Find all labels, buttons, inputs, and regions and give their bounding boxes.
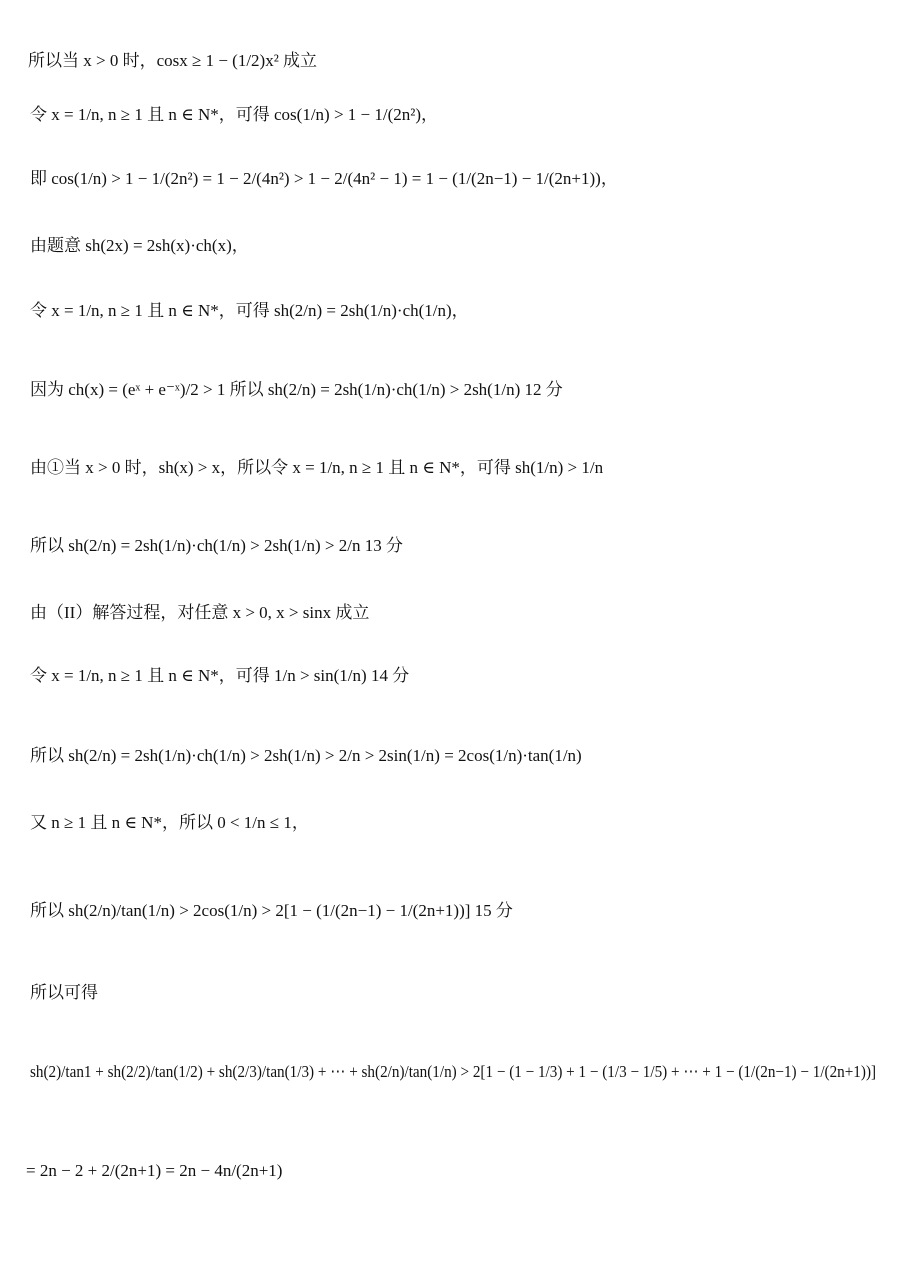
line-cos-chain: 即 cos(1/n) > 1 − 1/(2n²) = 1 − 2/(4n²) > 1 − 2/(4n² − 1) = 1 − (1/(2n−1) − 1/(2n+1))， (30, 169, 618, 188)
line-sum-inequality: sh(2)/tan1 + sh(2/2)/tan(1/2) + sh(2/3)/tan(1/3) + ⋯ + sh(2/n)/tan(1/n) > 2[1 − (1 − 1/3) + 1 − (1/3 − 1/5) + ⋯ + 1 − (1/(2n−1) − 1/(2n+1))] (30, 1062, 877, 1081)
line-ch-greater-than-one: 因为 ch(x) = (eˣ + e⁻ˣ)/2 > 1 所以 sh(2/n) = 2sh(1/n)·ch(1/n) > 2sh(1/n) 12 分 (30, 380, 563, 399)
line-substitute-cos: 令 x = 1/n, n ≥ 1 且 n ∈ N*，可得 cos(1/n) > 1 − 1/(2n²)， (30, 105, 439, 124)
line-ratio-inequality: 所以 sh(2/n)/tan(1/n) > 2cos(1/n) > 2[1 − (1/(2n−1) − 1/(2n+1))] 15 分 (30, 901, 513, 920)
line-therefore: 所以可得 (30, 983, 98, 1002)
line-sh-tan-chain: 所以 sh(2/n) = 2sh(1/n)·ch(1/n) > 2sh(1/n) > 2/n > 2sin(1/n) = 2cos(1/n)·tan(1/n) (30, 746, 582, 765)
line-sh-chain: 所以 sh(2/n) = 2sh(1/n)·ch(1/n) > 2sh(1/n) > 2/n 13 分 (30, 536, 403, 555)
line-sh-greater-than-x: 由①当 x > 0 时，sh(x) > x，所以令 x = 1/n, n ≥ 1 且 n ∈ N*，可得 sh(1/n) > 1/n (30, 458, 604, 477)
line-substitute-sin: 令 x = 1/n, n ≥ 1 且 n ∈ N*，可得 1/n > sin(1/n) 14 分 (30, 666, 410, 685)
line-substitute-sh: 令 x = 1/n, n ≥ 1 且 n ∈ N*，可得 sh(2/n) = 2sh(1/n)·ch(1/n)， (30, 301, 469, 320)
line-final-result: = 2n − 2 + 2/(2n+1) = 2n − 4n/(2n+1) (26, 1161, 283, 1180)
line-part-ii: 由（II）解答过程，对任意 x > 0, x > sinx 成立 (30, 603, 370, 622)
line-sh-double-angle: 由题意 sh(2x) = 2sh(x)·ch(x)， (30, 236, 249, 255)
line-range-of-reciprocal: 又 n ≥ 1 且 n ∈ N*，所以 0 < 1/n ≤ 1， (30, 813, 309, 832)
line-cos-inequality: 所以当 x > 0 时，cosx ≥ 1 − (1/2)x² 成立 (28, 51, 318, 70)
